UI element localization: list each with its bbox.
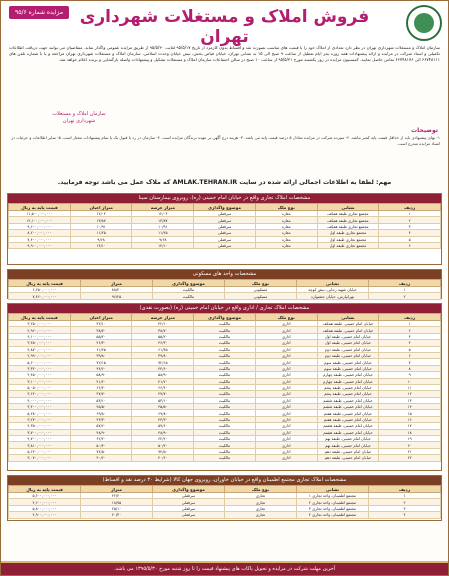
table-cell: خیابان امام خمینی، طبقه پنجم xyxy=(317,384,379,390)
table-cell: ۴۲/۱۰ xyxy=(132,321,194,327)
column-header: ردیف xyxy=(369,486,441,493)
table-cell: ۱۲/۰۴ xyxy=(70,211,132,217)
table-cell: خیابان امام خمینی، طبقه دوم xyxy=(317,352,379,358)
section-office-units xyxy=(7,303,442,471)
table-cell: ۹,۶۰۰,۰۰۰,۰۰۰ xyxy=(9,223,71,229)
table-cell: سرقفلی xyxy=(194,230,256,236)
table-cell: ۵۰/۴۰ xyxy=(70,442,132,448)
footer-deadline: آخرین مهلت شرکت در مزایده و تحویل پاکات های پیشنهاد قیمت را تا روز شنبه مورخ ۱۳۹۵/۵/۳۰ می باشد. xyxy=(1,563,448,575)
table-cell: مجتمع تجاری طبقه همکف xyxy=(317,217,379,223)
table-cell: خیابان امام خمینی، طبقه هفتم xyxy=(317,416,379,422)
column-header: قیمت پایه به ریال xyxy=(9,314,71,321)
table-cell: ۷۴/۵۰ xyxy=(132,448,194,454)
auction-number-badge: مزایده شماره ۹۵/۶ xyxy=(9,6,69,19)
table-cell: ۳,۱۰۰,۰۰۰,۰۰۰ xyxy=(9,378,71,384)
table-cell: ۴۳/۳۰ xyxy=(70,416,132,422)
table-cell: مجتمع تجاری طبقه همکف xyxy=(317,223,379,229)
table-cell: مالکیت xyxy=(194,340,256,346)
table-cell: ۴۱/۲۰ xyxy=(132,378,194,384)
table-cell: ۱۲,۱۰۰,۰۰۰,۰۰۰ xyxy=(9,217,71,223)
table-cell: ۴ xyxy=(379,230,441,236)
table-cell: سرقفلی xyxy=(153,493,225,499)
table-cell: ۱۸/۷۵ xyxy=(81,499,153,505)
table-cell: اداری xyxy=(255,455,317,461)
table-cell: ۴ xyxy=(369,512,441,518)
table-cell: ۴۳/۳۰ xyxy=(132,416,194,422)
table-cell: اداری xyxy=(255,359,317,365)
table-cell: اداری xyxy=(255,391,317,397)
table-cell: ۱۰ xyxy=(379,378,441,384)
table-cell: ۱۸ xyxy=(379,429,441,435)
table-cell: ۵۰/۴۰ xyxy=(132,442,194,448)
table-cell: سرقفلی xyxy=(194,223,256,229)
table-cell: اداری xyxy=(255,321,317,327)
table-cell: ۷ xyxy=(379,359,441,365)
table-cell: مغازه xyxy=(255,230,317,236)
table-cell: ۴,۳۵۰,۰۰۰,۰۰۰ xyxy=(9,423,71,429)
table-cell: مالکیت xyxy=(194,372,256,378)
table-cell: مغازه xyxy=(255,223,317,229)
table-cell: سرقفلی xyxy=(153,499,225,505)
column-header: ردیف xyxy=(379,204,441,211)
table-cell: ۳,۶۲۰,۰۰۰,۰۰۰ xyxy=(9,391,71,397)
table-cell: خیابان امام خمینی، طبقه ششم xyxy=(317,397,379,403)
table-cell: ۸ xyxy=(379,365,441,371)
table-cell: مغازه xyxy=(255,242,317,248)
table-office-units xyxy=(8,313,441,462)
table-cell: ۵۸/۹۰ xyxy=(132,372,194,378)
signature-line-2: شهرداری تهران xyxy=(62,118,96,124)
section-title: مشخصات املاک تجاری واقع در خیابان امام خمینی (ره)، روبروی بیمارستان سینا xyxy=(8,194,441,203)
signature-block xyxy=(19,111,139,125)
table-cell: سرقفلی xyxy=(194,217,256,223)
column-header: قیمت پایه به ریال xyxy=(9,486,81,493)
table-cell: ۵۸/۹۰ xyxy=(70,372,132,378)
table-cell: ۹ xyxy=(379,372,441,378)
table-cell: ۱۰/۹۱ xyxy=(70,223,132,229)
table-cell: اداری xyxy=(255,436,317,442)
header xyxy=(1,1,448,47)
column-header: موضوع واگذاری xyxy=(194,204,256,211)
table-cell: ۶۶/۴۰ xyxy=(132,384,194,390)
table-cell: ۱۴ xyxy=(379,404,441,410)
table-cell: ۸۸/۴۰ xyxy=(81,287,153,293)
table-cell: ۱۱ xyxy=(379,384,441,390)
column-header: نوع ملک xyxy=(255,314,317,321)
table-cell: مجتمع تجاری طبقه اول xyxy=(317,242,379,248)
table-cell: ۴۵/۵۰ xyxy=(70,404,132,410)
table-cell: خیابان امام خمینی، طبقه نهم xyxy=(317,442,379,448)
table-cell: ۲۰/۳۰ xyxy=(81,512,153,518)
table-cell: مالکیت xyxy=(194,365,256,371)
table-cell: تجاری xyxy=(225,493,297,499)
table-cell: اداری xyxy=(255,429,317,435)
table-cell: ۳ xyxy=(369,505,441,511)
table-cell: اداری xyxy=(255,404,317,410)
table-cell: خیابان امام خمینی، طبقه اول xyxy=(317,340,379,346)
section-residential-units xyxy=(7,269,442,299)
intro-paragraph: سازمان املاک و مستغلات شهرداری تهران در نظر دارد تعدادی از املاک خود را با قیمت های مناسب بصورت نقد و اقساط بدون کارمزد از تاریخ ۹۵/۵/۱۷ لغایت ۹۵/۵/۳۰ از طریق مزایده عمومی واگذار نماید. متقاضیان می توانند جهت دریافت اطلاعات تکمیلی و اسناد شرکت در مزایده و ارائه پیشنهادات همه روزه بجز ایام تعطیل از ساعت ۹ صبح الی ۱۵ به نشانی تهران، خیابان فیاض بخش، نبش خیابان وحدت اسلامی، سازمان املاک و مستغلات شهرداری تهران مراجعه و یا با شماره تلفن های ۶۶۷۴۸۱۱۱ الی ۶۶۷۴۸۱۷۶ تماس حاصل نمایند. کمیسیون مزایده در روز یکشنبه مورخ ۹۵/۵/۳۱ از ساعت ۱۰ صبح در سالن اجتماعات سازمان املاک و مستغلات تشکیل و پیشنهادات واصله بازگشایی و برنده اعلام خواهد شد. xyxy=(9,45,440,63)
table-cell: مجتمع اطمینان، واحد تجاری ۴ xyxy=(297,512,369,518)
table-cell: مالکیت xyxy=(194,359,256,365)
table-cell: ۱۹ xyxy=(379,436,441,442)
table-cell: ۱ xyxy=(369,493,441,499)
table-cell: اداری xyxy=(255,442,317,448)
table-cell: خیابان امام خمینی، طبقه هشتم xyxy=(317,423,379,429)
table-cell: ۵۵/۲۰ xyxy=(70,333,132,339)
table-cell: ۵,۲۰۰,۰۰۰,۰۰۰ xyxy=(9,493,81,499)
table-cell: ۱۱,۵۰۰,۰۰۰,۰۰۰ xyxy=(9,211,71,217)
table-cell: مغازه xyxy=(255,211,317,217)
table-cell: ۲۲/۴۰ xyxy=(81,493,153,499)
table-cell: مالکیت xyxy=(194,442,256,448)
table-cell: اداری xyxy=(255,340,317,346)
column-header: ردیف xyxy=(379,314,441,321)
table-cell: مسکونی xyxy=(225,287,297,293)
column-header: موضوع واگذاری xyxy=(153,486,225,493)
municipality-seal-icon xyxy=(406,5,442,41)
table-cell: اداری xyxy=(255,423,317,429)
table-cell: خیابان امام خمینی، طبقه همکف xyxy=(317,321,379,327)
column-header: متراژ اعیان xyxy=(70,314,132,321)
column-header: ردیف xyxy=(369,280,441,287)
table-cell: ۵,۲۸۰,۰۰۰,۰۰۰ xyxy=(9,410,71,416)
table-cell: ۳۸/۷۰ xyxy=(132,327,194,333)
table-cell: ۱۴/۱۰ xyxy=(70,242,132,248)
table-cell: مالکیت xyxy=(194,436,256,442)
table-etminan-complex xyxy=(8,485,441,519)
table-cell: ۲۱ xyxy=(379,448,441,454)
column-header: متراژ عرصه xyxy=(132,204,194,211)
table-cell: ۴,۹۰۰,۰۰۰,۰۰۰ xyxy=(9,512,81,518)
table-cell: مالکیت xyxy=(194,455,256,461)
table-cell: مجتمع اطمینان، واحد تجاری ۱ xyxy=(297,493,369,499)
table-cell: ۲,۹۶۰,۰۰۰,۰۰۰ xyxy=(9,327,71,333)
table-cell: مجتمع تجاری طبقه همکف xyxy=(317,211,379,217)
table-cell: سرقفلی xyxy=(194,236,256,242)
table-cell: اداری xyxy=(255,327,317,333)
table-cell: ۲ xyxy=(379,327,441,333)
table-cell: ۲ xyxy=(369,499,441,505)
table-cell: مجتمع تجاری طبقه اول xyxy=(317,230,379,236)
table-cell: ۶ xyxy=(379,242,441,248)
table-cell: خیابان امام خمینی، طبقه سوم xyxy=(317,359,379,365)
table-cell: ۴,۸۷۰,۰۰۰,۰۰۰ xyxy=(9,346,71,352)
table-cell: ۱۷ xyxy=(379,423,441,429)
table-cell: ۴۴/۶۰ xyxy=(132,365,194,371)
table-cell: مالکیت xyxy=(194,404,256,410)
table-cell: ۲۵/۱۰ xyxy=(81,505,153,511)
table-cell: مالکیت xyxy=(194,429,256,435)
table-cell: خیابان امام خمینی، طبقه هفتم xyxy=(317,410,379,416)
table-cell: ۴,۴۵۰,۰۰۰,۰۰۰ xyxy=(9,372,71,378)
table-cell: ۴۶/۳۰ xyxy=(70,340,132,346)
table-cell: ۵۷/۶۰ xyxy=(70,423,132,429)
table-cell: ۳,۴۰۰,۰۰۰,۰۰۰ xyxy=(9,404,71,410)
website-notice: مهم: لطفا به اطلاعات اجمالی ارائه شده در سایت AMLAK.TEHRAN.IR که ملاک عمل می باشد توجه فرمایید. xyxy=(57,179,392,186)
table-cell: اداری xyxy=(255,416,317,422)
column-header: متراژ xyxy=(81,486,153,493)
table-cell: ۹/۶۸ xyxy=(132,236,194,242)
table-cell: مالکیت xyxy=(194,333,256,339)
table-cell: ۳,۲۵۰,۰۰۰,۰۰۰ xyxy=(9,321,71,327)
table-cell: ۵,۰۵۰,۰۰۰,۰۰۰ xyxy=(9,384,71,390)
table-cell: خیابان امام خمینی، طبقه نهم xyxy=(317,436,379,442)
table-row xyxy=(9,293,441,299)
table-cell: ۵ xyxy=(379,236,441,242)
table-cell: ۴۸/۹۰ xyxy=(70,429,132,435)
table-cell: ۴,۷۰۰,۰۰۰,۰۰۰ xyxy=(9,436,71,442)
table-cell: ۴,۶۰۰,۰۰۰,۰۰۰ xyxy=(9,499,81,505)
table-cell: مالکیت xyxy=(194,448,256,454)
column-header: نشانی xyxy=(297,280,369,287)
table-cell: ۵,۸۰۰,۰۰۰,۰۰۰ xyxy=(9,505,81,511)
column-header: نشانی xyxy=(317,314,379,321)
table-cell: ۶ xyxy=(379,352,441,358)
table-cell: ۵۳/۱۰ xyxy=(132,397,194,403)
column-header: متراژ اعیان xyxy=(70,204,132,211)
table-cell: ۱۰/۹۱ xyxy=(132,223,194,229)
table-cell: خیابان امام خمینی، طبقه چهارم xyxy=(317,378,379,384)
table-cell: ۶۹/۸۰ xyxy=(132,410,194,416)
table-cell: سرقفلی xyxy=(153,505,225,511)
table-cell: اداری xyxy=(255,397,317,403)
table-cell: ۳,۸۱۰,۰۰۰,۰۰۰ xyxy=(9,442,71,448)
table-cell: ۳۹/۸۰ xyxy=(70,352,132,358)
table-cell: ۴,۰۰۰,۰۰۰,۰۰۰ xyxy=(9,397,71,403)
table-cell: خیابان امام خمینی، طبقه دهم xyxy=(317,448,379,454)
table-cell: خیابان امام خمینی، طبقه اول xyxy=(317,333,379,339)
table-cell: ۱۴/۱۰ xyxy=(132,242,194,248)
table-cell: ۶۱/۴۵ xyxy=(70,346,132,352)
table-cell: ۱ xyxy=(379,211,441,217)
table-cell: ۱۲/۰۴ xyxy=(132,211,194,217)
table-cell: ۱۱/۲۵ xyxy=(70,230,132,236)
column-header: نشانی xyxy=(297,486,369,493)
table-cell: خیابان امام خمینی، طبقه دهم xyxy=(317,455,379,461)
table-row xyxy=(9,512,441,518)
table-cell: ۵۷/۶۰ xyxy=(132,423,194,429)
column-header: قیمت پایه به ریال xyxy=(9,280,81,287)
table-row xyxy=(9,242,441,248)
table-cell: اداری xyxy=(255,384,317,390)
table-cell: تجاری xyxy=(225,505,297,511)
table-cell: خیابان شهید رجایی، نبش کوچه xyxy=(297,287,369,293)
column-header: موضوع واگذاری xyxy=(194,314,256,321)
table-cell: تجاری xyxy=(225,512,297,518)
table-cell: ۱۵ xyxy=(379,410,441,416)
section-title: مشخصات املاک تجاری مجتمع اطمینان واقع در خیابان خاوران، روبروی جهان کالا (شرایط ۳۰ درصد نقد و اقساط) xyxy=(8,476,441,485)
table-cell: مجتمع اطمینان، واحد تجاری ۲ xyxy=(297,499,369,505)
column-header: نوع ملک xyxy=(255,204,317,211)
table-cell: تهرانپارس، خیابان جشنواره xyxy=(297,293,369,299)
column-header: نوع ملک xyxy=(225,486,297,493)
table-cell: ۴,۱۰۰,۰۰۰,۰۰۰ xyxy=(9,333,71,339)
table-cell: مالکیت xyxy=(194,384,256,390)
table-cell: ۴۵/۵۰ xyxy=(132,404,194,410)
notes-text: ۱- بهای پیشنهادی باید از حداقل قیمت پایه کمتر نباشد. ۲- سپرده شرکت در مزایده معادل ۵ درصد قیمت پایه می باشد. ۳- هزینه درج آگهی بر عهده برندگان مزایده است. ۴- سازمان در رد یا قبول یک یا تمام پیشنهادات مختار است. ۵- سایر اطلاعات و جزئیات در اسناد مزایده مندرج است. xyxy=(11,135,440,146)
table-cell: ۳۸/۷۰ xyxy=(70,327,132,333)
signature-line-1: سازمان املاک و مستغلات xyxy=(52,111,106,117)
table-cell: مالکیت xyxy=(194,397,256,403)
table-cell: ۳,۳۲۰,۰۰۰,۰۰۰ xyxy=(9,365,71,371)
column-header: نوع ملک xyxy=(225,280,297,287)
table-cell: مالکیت xyxy=(153,293,225,299)
table-cell: ۴۰/۶۰ xyxy=(70,455,132,461)
table-cell: مالکیت xyxy=(194,321,256,327)
table-cell: ۷۲/۱۵ xyxy=(70,359,132,365)
table-cell: ۶,۲۵۰,۰۰۰,۰۰۰ xyxy=(9,287,81,293)
table-cell: ۱ xyxy=(379,321,441,327)
table-cell: ۱۳ xyxy=(379,397,441,403)
table-cell: ۵,۶۴۰,۰۰۰,۰۰۰ xyxy=(9,448,71,454)
table-cell: ۱۶ xyxy=(379,416,441,422)
table-cell: مالکیت xyxy=(194,423,256,429)
table-cell: مغازه xyxy=(255,217,317,223)
section-title: مشخصات واحد های مسکونی xyxy=(8,270,441,279)
table-cell: مالکیت xyxy=(194,378,256,384)
table-cell: اداری xyxy=(255,372,317,378)
table-cell: مالکیت xyxy=(194,391,256,397)
table-cell: مالکیت xyxy=(194,327,256,333)
table-cell: تجاری xyxy=(225,499,297,505)
table-cell: ۶۱/۴۵ xyxy=(132,346,194,352)
table-cell: ۲,۹۹۰,۰۰۰,۰۰۰ xyxy=(9,352,71,358)
table-cell: ۴۱/۲۰ xyxy=(70,378,132,384)
table-cell: ۹۶/۲۵ xyxy=(81,293,153,299)
table-cell: مغازه xyxy=(255,236,317,242)
table-cell: ۶۹/۸۰ xyxy=(70,410,132,416)
table-cell: اداری xyxy=(255,378,317,384)
table-cell: ۱۱/۲۵ xyxy=(132,230,194,236)
table-cell: ۴۰/۶۰ xyxy=(132,455,194,461)
column-header: موضوع واگذاری xyxy=(153,280,225,287)
table-cell: ۷,۴۶۰,۰۰۰,۰۰۰ xyxy=(9,293,81,299)
table-cell: ۸,۲۰۰,۰۰۰,۰۰۰ xyxy=(9,230,71,236)
table-cell: مجتمع اطمینان، واحد تجاری ۳ xyxy=(297,505,369,511)
table-cell: مالکیت xyxy=(194,352,256,358)
table-cell: ۴۲/۱۰ xyxy=(70,321,132,327)
table-cell: سرقفلی xyxy=(194,211,256,217)
table-cell: ۱ xyxy=(369,287,441,293)
table-cell: ۷۴/۵۰ xyxy=(70,448,132,454)
table-cell: اداری xyxy=(255,410,317,416)
section-commercial-units xyxy=(7,193,442,265)
table-cell: ۶۶/۴۰ xyxy=(70,384,132,390)
table-cell: خیابان امام خمینی، طبقه ششم xyxy=(317,404,379,410)
table-cell: ۵ xyxy=(379,346,441,352)
column-header: نشانی xyxy=(317,204,379,211)
table-cell: ۵,۶۰۰,۰۰۰,۰۰۰ xyxy=(9,359,71,365)
section-etminan-complex xyxy=(7,475,442,521)
table-cell: ۲ xyxy=(379,217,441,223)
table-cell: ۴۷/۷۰ xyxy=(70,391,132,397)
table-cell: ۲ xyxy=(369,293,441,299)
table-cell: خیابان امام خمینی، طبقه همکف xyxy=(317,327,379,333)
table-cell: اداری xyxy=(255,365,317,371)
table-cell: خیابان امام خمینی، طبقه سوم xyxy=(317,365,379,371)
table-cell: مالکیت xyxy=(194,410,256,416)
section-title: مشخصات املاک تجاری / اداری واقع در خیابان امام خمینی (ره) (بصورت نقدی) xyxy=(8,304,441,313)
table-cell: سرقفلی xyxy=(153,512,225,518)
table-cell: مسکونی xyxy=(225,293,297,299)
table-cell: ۳,۴۵۰,۰۰۰,۰۰۰ xyxy=(9,340,71,346)
notes-title: توضیحات xyxy=(411,127,438,134)
table-residential-units xyxy=(8,279,441,300)
table-cell: مالکیت xyxy=(194,346,256,352)
table-cell: ۴۴/۶۰ xyxy=(70,365,132,371)
table-cell: ۵۳/۱۰ xyxy=(70,397,132,403)
page-title: فروش املاک و مستغلات شهرداری تهران xyxy=(79,7,370,47)
table-cell: اداری xyxy=(255,346,317,352)
table-commercial-units xyxy=(8,203,441,249)
table-cell: ۶۲/۲۰ xyxy=(132,436,194,442)
column-header: متراژ xyxy=(81,280,153,287)
table-cell: ۷۲/۱۵ xyxy=(132,359,194,365)
table-cell: ۲۰ xyxy=(379,442,441,448)
table-cell: مالکیت xyxy=(153,287,225,293)
table-cell: اداری xyxy=(255,352,317,358)
table-cell: خیابان امام خمینی، طبقه دوم xyxy=(317,346,379,352)
table-cell: ۳,۷۰۰,۰۰۰,۰۰۰ xyxy=(9,429,71,435)
table-cell: ۶۲/۲۰ xyxy=(70,436,132,442)
table-cell: اداری xyxy=(255,448,317,454)
table-cell: ۴۷/۷۰ xyxy=(132,391,194,397)
table-cell: ۷,۴۰۰,۰۰۰,۰۰۰ xyxy=(9,236,71,242)
table-cell: مجتمع تجاری طبقه اول xyxy=(317,236,379,242)
table-cell: ۹/۶۸ xyxy=(70,236,132,242)
table-cell: ۴۸/۹۰ xyxy=(132,429,194,435)
table-cell: ۳,۲۷۰,۰۰۰,۰۰۰ xyxy=(9,416,71,422)
table-row xyxy=(9,455,441,461)
table-cell: ۲۲ xyxy=(379,455,441,461)
table-cell: خیابان امام خمینی، طبقه چهارم xyxy=(317,372,379,378)
table-cell: ۳ xyxy=(379,223,441,229)
table-cell: ۳,۰۷۰,۰۰۰,۰۰۰ xyxy=(9,455,71,461)
table-cell: ۱۳/۸۷ xyxy=(70,217,132,223)
table-cell: ۳ xyxy=(379,333,441,339)
table-cell: ۹,۹۰۰,۰۰۰,۰۰۰ xyxy=(9,242,71,248)
table-cell: اداری xyxy=(255,333,317,339)
table-cell: ۴ xyxy=(379,340,441,346)
table-cell: ۴۶/۳۰ xyxy=(132,340,194,346)
table-cell: ۱۲ xyxy=(379,391,441,397)
table-cell: خیابان امام خمینی، طبقه پنجم xyxy=(317,391,379,397)
table-cell: ۱۳/۸۷ xyxy=(132,217,194,223)
column-header: قیمت پایه به ریال xyxy=(9,204,71,211)
table-cell: خیابان امام خمینی، طبقه هشتم xyxy=(317,429,379,435)
table-cell: ۵۵/۲۰ xyxy=(132,333,194,339)
table-cell: سرقفلی xyxy=(194,242,256,248)
table-cell: ۳۹/۸۰ xyxy=(132,352,194,358)
table-cell: مالکیت xyxy=(194,416,256,422)
column-header: متراژ عرصه xyxy=(132,314,194,321)
